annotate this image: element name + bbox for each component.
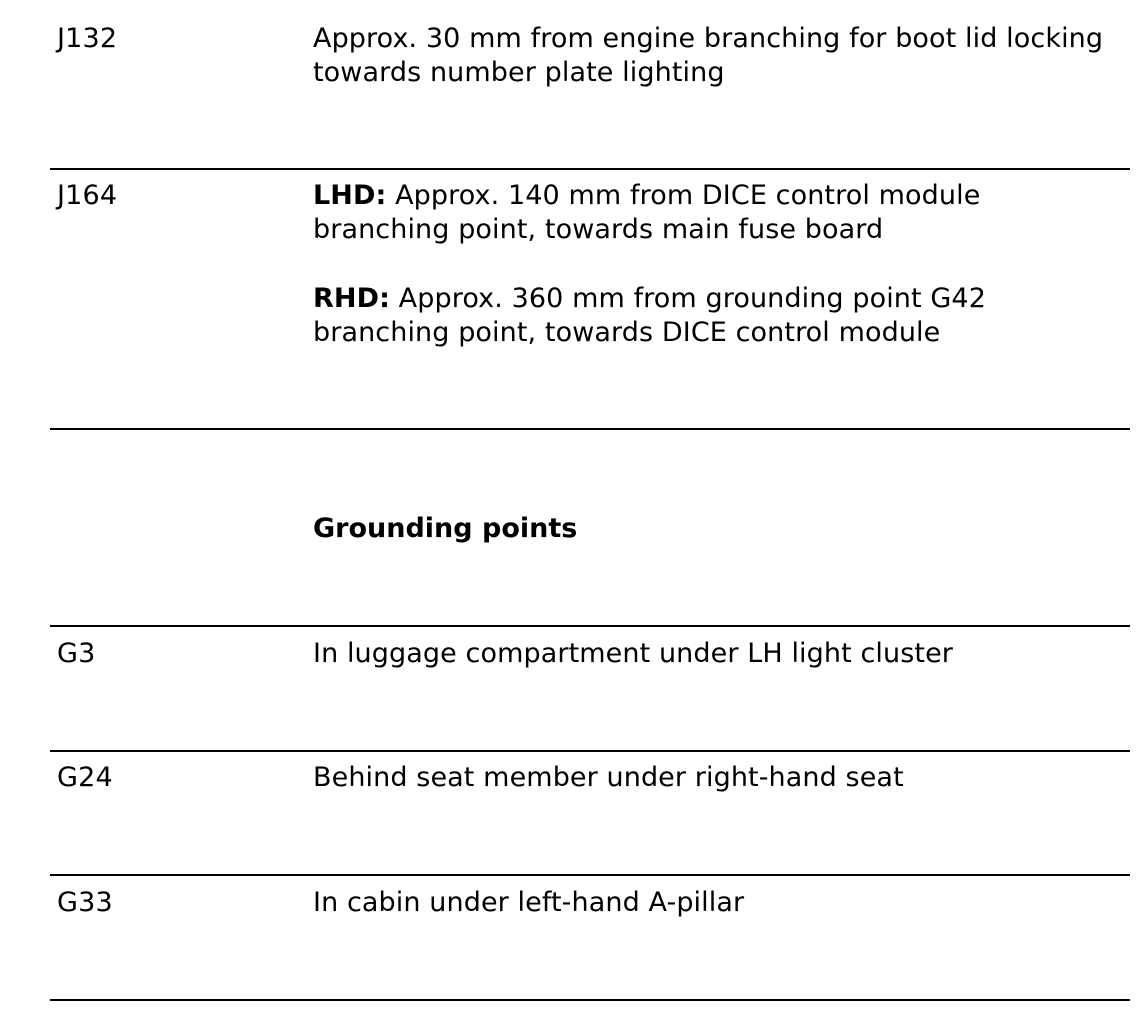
lhd-text: Approx. 140 mm from DICE control module branching point, towards main fuse board: [313, 180, 981, 245]
row-divider: [50, 625, 1130, 627]
description-paragraph-rhd: [313, 282, 1123, 350]
row-divider: [50, 874, 1130, 876]
row-divider: [50, 750, 1130, 752]
row-description: In luggage compartment under LH light cluster: [313, 638, 953, 669]
lhd-label: LHD:: [313, 180, 387, 211]
section-heading: Grounding points: [313, 513, 578, 544]
row-description: Behind seat member under right-hand seat: [313, 762, 904, 793]
description-paragraph-lhd: [313, 179, 1123, 247]
rhd-text: Approx. 360 mm from grounding point G42 branching point, towards DICE control module: [313, 283, 986, 348]
row-description: [313, 22, 1123, 90]
row-divider: [50, 999, 1130, 1001]
row-code: G33: [57, 887, 113, 918]
rhd-label: RHD:: [313, 283, 390, 314]
row-code: G3: [57, 638, 96, 669]
row-description: [313, 179, 1123, 350]
row-code: J132: [57, 23, 118, 54]
row-divider: [50, 168, 1130, 170]
description-paragraph: Approx. 30 mm from engine branching for boot lid locking towards number plate lighting: [313, 23, 1104, 88]
row-code: G24: [57, 762, 113, 793]
row-divider: [50, 428, 1130, 430]
row-description: In cabin under left-hand A-pillar: [313, 887, 745, 918]
row-code: J164: [57, 180, 118, 211]
